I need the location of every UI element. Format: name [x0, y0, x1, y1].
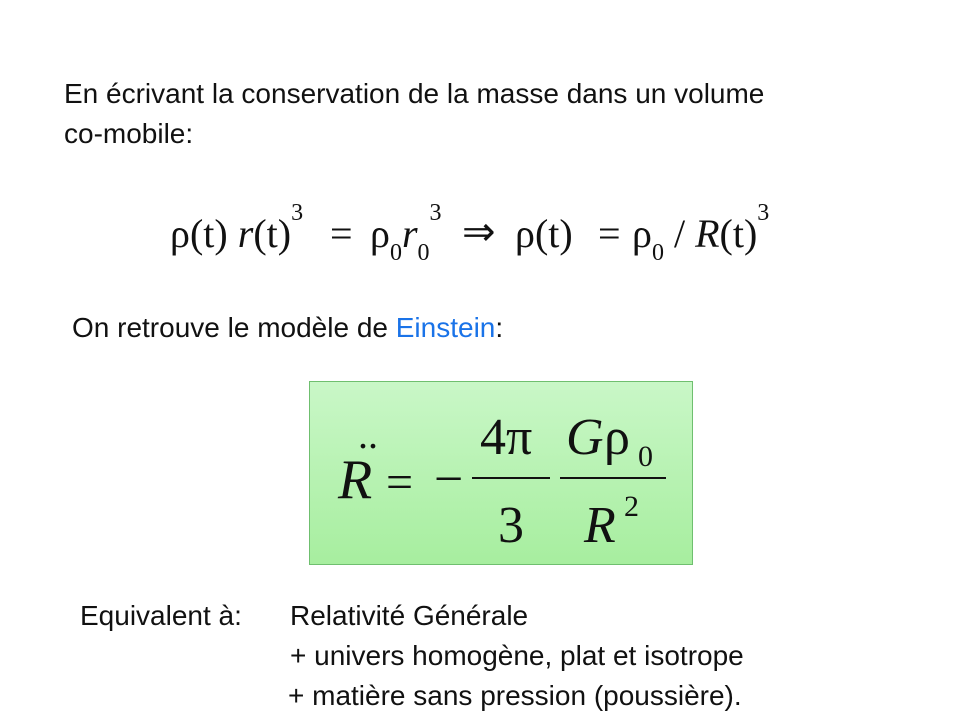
frac1-numerator: 4π	[480, 409, 533, 466]
einstein-line-prefix: On retrouve le modèle de	[72, 312, 396, 343]
r-double-dot: ..	[358, 412, 378, 457]
frac2-rho: ρ	[604, 409, 630, 466]
einstein-line	[72, 312, 503, 344]
intro-text	[64, 74, 924, 154]
eq1-equals-1: =	[330, 211, 353, 256]
eq1-implies: ⇒	[462, 209, 496, 254]
box-minus: −	[434, 451, 464, 508]
equivalent-line-1: Relativité Générale	[290, 600, 529, 631]
mass-conservation-equation	[170, 200, 830, 280]
intro-line-2: co-mobile:	[64, 118, 194, 149]
einstein-line-suffix: :	[495, 312, 504, 343]
eq1-equals-2: =	[598, 211, 621, 256]
r-symbol: R	[338, 449, 373, 511]
frac2-g: G	[566, 409, 604, 466]
einstein-highlight: Einstein	[395, 312, 496, 343]
eq1-rho0-r0: $\rho_0r_0^3$	[370, 200, 442, 266]
eq1-rho-t: ρ(t)	[515, 211, 573, 256]
frac2-r: R	[584, 497, 616, 554]
frac1-denominator: 3	[498, 497, 524, 554]
equivalent-line-2: + univers homogène, plat et isotrope	[290, 640, 744, 671]
frac2-sub0: 0	[638, 440, 653, 473]
equivalent-line-3: + matière sans pression (poussière).	[288, 680, 742, 711]
eq1-lhs: ρ(t) $r(t)^3$	[170, 200, 304, 256]
equivalent-label: Equivalent à:	[80, 600, 242, 631]
friedmann-equation-box	[309, 381, 693, 565]
friedmann-equation	[310, 382, 694, 566]
box-equals: =	[386, 456, 414, 509]
eq1-rhs: $\rho_0 / R(t)^3$	[632, 200, 770, 266]
intro-line-1: En écrivant la conservation de la masse dans un volume	[64, 78, 765, 109]
frac2-sup2: 2	[624, 490, 639, 523]
